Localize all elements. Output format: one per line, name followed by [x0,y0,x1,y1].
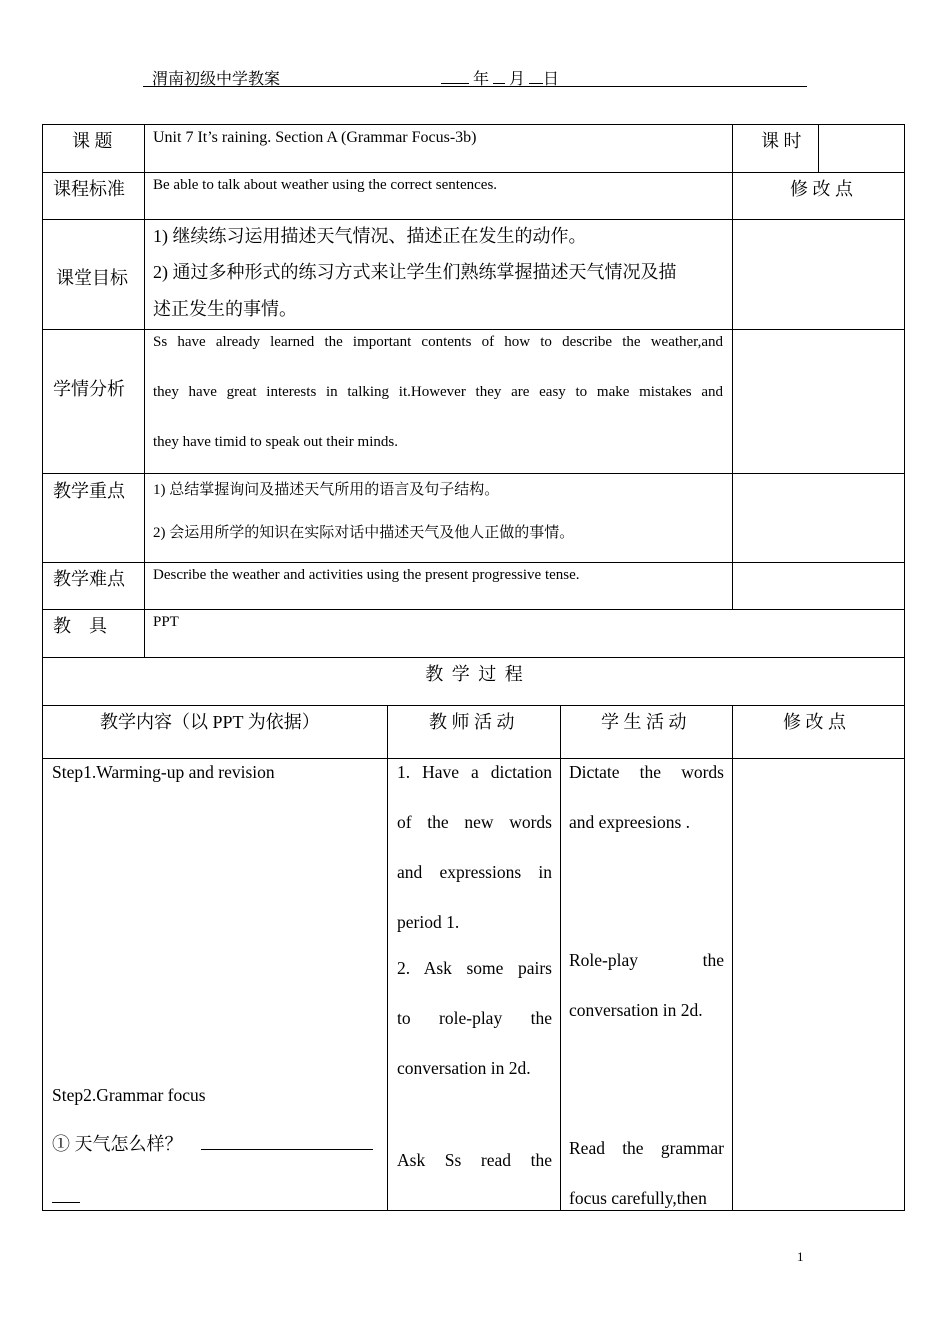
student-activity-2a: Role-play the [569,950,724,970]
teacher-activity-1d: period 1. [397,912,460,932]
date-month: 月 [509,71,526,88]
analysis-label: 学情分析 [53,379,125,399]
student-activity-3b: focus carefully,then [569,1188,707,1208]
goal-1: 1) 继续练习运用描述天气情况、描述正在发生的动作。 [153,226,587,246]
goal-2b: 述正发生的事情。 [153,299,297,319]
page-number: 1 [797,1249,804,1264]
key-1: 1) 总结掌握询问及描述天气所用的语言及句子结构。 [153,482,500,498]
teacher-activity-1c: and expressions in [397,862,552,882]
analysis-line-3: they have timid to speak out their minds. [153,434,398,450]
school-title: 渭南初级中学教案 [152,71,281,88]
tools-label: 教 具 [53,616,107,636]
step2-title: Step2.Grammar focus [52,1085,206,1105]
date-field [441,66,559,89]
question-1 [52,1130,373,1156]
teacher-activity-1a: 1. Have a dictation [397,762,552,782]
date-day: 日 [543,71,560,88]
tools-value: PPT [153,614,179,630]
student-activity-2b: conversation in 2d. [569,1000,703,1020]
question-1-text: ① 天气怎么样？ [52,1134,183,1154]
teacher-activity-2a: 2. Ask some pairs [397,958,552,978]
col-teacher-header: 教 师 活 动 [429,712,515,732]
topic-label: 课 题 [72,131,113,151]
teacher-activity-2c: conversation in 2d. [397,1058,531,1078]
key-2: 2) 会运用所学的知识在实际对话中描述天气及他人正做的事情。 [153,525,575,541]
period-label: 课 时 [761,131,802,151]
topic-value: Unit 7 It’s raining. Section A (Grammar Focus-3b) [153,129,477,146]
analysis-line-1: Ss have already learned the important contents of how to describe the weather,and [153,334,723,350]
col-student-header: 学 生 活 动 [601,712,687,732]
step1-title: Step1.Warming-up and revision [52,762,275,782]
page-header [143,64,807,87]
teacher-activity-1b: of the new words [397,812,552,832]
difficulty-label: 教学难点 [53,569,125,589]
goal-label: 课堂目标 [56,268,128,288]
key-label: 教学重点 [53,481,125,501]
student-activity-1b: and expreesions . [569,812,691,832]
analysis-line-2: they have great interests in talking it.However they are easy to make mistakes and [153,384,723,400]
standard-value: Be able to talk about weather using the correct sentences. [153,177,498,193]
teacher-activity-2b: to role-play the [397,1008,552,1028]
difficulty-value: Describe the weather and activities using the present progressive tense. [153,567,580,583]
col-revise-header: 修 改 点 [783,712,846,732]
goal-2a: 2) 通过多种形式的练习方式来让学生们熟练掌握描述天气情况及描 [153,262,677,282]
student-activity-3a: Read the grammar [569,1138,724,1158]
col-content-header: 教学内容（以 PPT 为依据） [100,712,320,732]
process-title: 教 学 过 程 [425,664,525,684]
teacher-activity-3a: Ask Ss read the [397,1150,552,1170]
revise-label: 修 改 点 [790,179,853,199]
standard-label: 课程标准 [53,179,125,199]
student-activity-1a: Dictate the words [569,762,724,782]
date-year: 年 [473,71,490,88]
